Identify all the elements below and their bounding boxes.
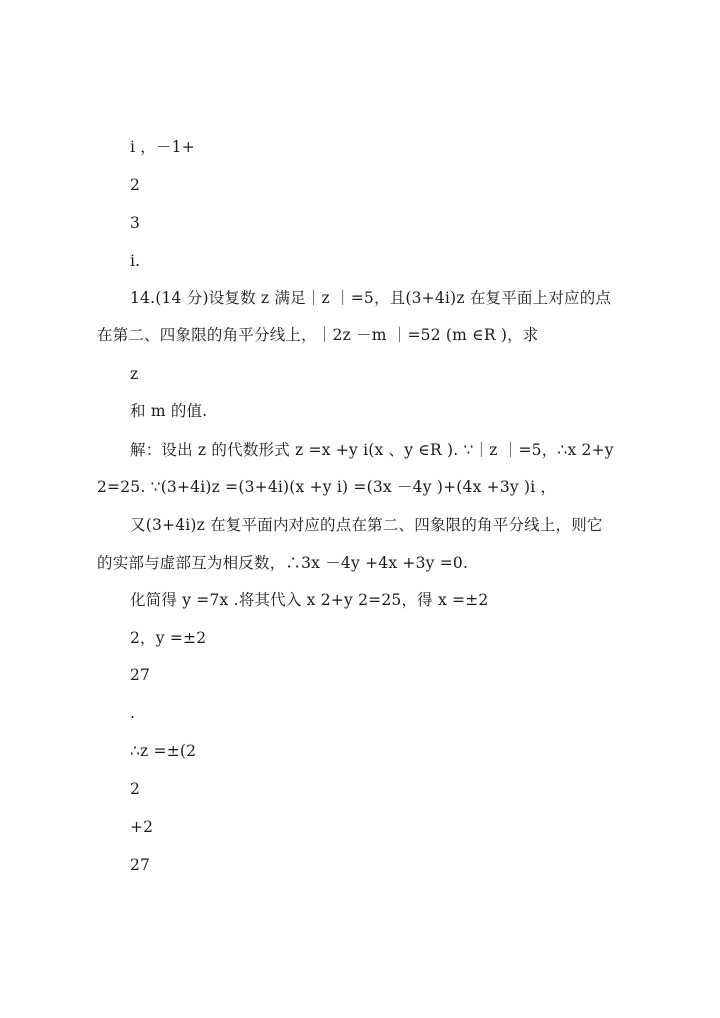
solution-line: ∴z =±(2 (130, 742, 197, 760)
text-line-fragment: 2 (130, 176, 141, 194)
text-line-fragment: i. (130, 252, 141, 270)
text-line-fragment: z (130, 365, 139, 383)
solution-line: 化简得 y =7x .将其代入 x 2+y 2=25，得 x =±2 (130, 591, 489, 609)
solution-line: 的实部与虚部互为相反数，∴3x －4y +4x +3y =0. (97, 554, 469, 572)
solution-line: 又(3+4i)z 在复平面内对应的点在第二、四象限的角平分线上，则它 (130, 516, 603, 534)
text-line-fragment: 3 (130, 214, 141, 232)
text-line-fragment: 27 (130, 856, 151, 874)
text-line-fragment: +2 (130, 818, 154, 836)
text-line-fragment: 2 (130, 780, 141, 798)
solution-line: 解：设出 z 的代数形式 z =x +y i(x 、y ∈R ). ∵｜z ｜=5，∴x 2+y (130, 441, 614, 459)
text-line-fragment: . (130, 704, 136, 722)
solution-line: 2，y =±2 (130, 629, 207, 647)
problem-14-statement-cont: 在第二、四象限的角平分线上，｜2z －m ｜=52 (m ∈R )，求 (97, 326, 539, 344)
problem-14-statement: 14.(14 分)设复数 z 满足｜z ｜=5，且(3+4i)z 在复平面上对应的点 (130, 289, 612, 307)
solution-line: 2=25. ∵(3+4i)z =(3+4i)(x +y i) =(3x －4y )+(4x +3y )i ， (97, 478, 557, 496)
text-line-fragment: 27 (130, 666, 151, 684)
text-line-fragment: i ，－1+ (130, 138, 195, 156)
problem-14-question-end: 和 m 的值. (130, 402, 208, 420)
